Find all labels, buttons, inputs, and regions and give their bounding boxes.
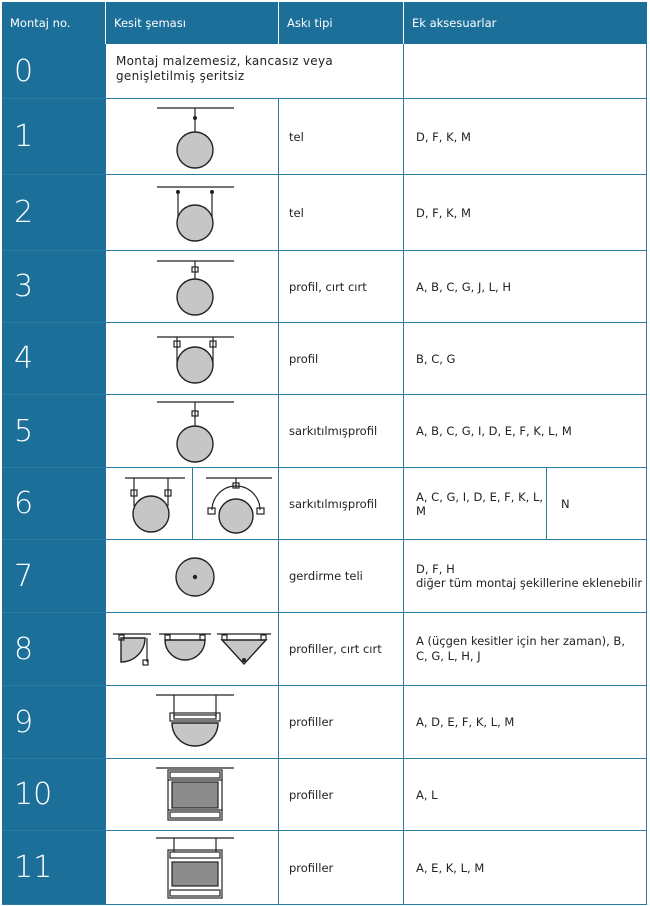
- table-header: [2, 2, 647, 44]
- row-type: profil: [279, 323, 404, 394]
- header-ek-aksesuarlar: Ek aksesuarlar: [412, 16, 497, 30]
- row-type: profiller: [279, 831, 404, 904]
- table-row-5: [2, 395, 647, 468]
- row-number: 10: [2, 759, 106, 830]
- row-accessories: B, C, G: [404, 323, 647, 394]
- row-extra-accessory: N: [547, 468, 647, 539]
- row-number: 0: [2, 44, 106, 98]
- row-number: 3: [2, 251, 106, 322]
- table-row-8: [2, 613, 647, 686]
- table-row-7: [2, 540, 647, 613]
- row-accessories: A, B, C, G, I, D, E, F, K, L, M: [404, 395, 647, 467]
- row-accessories: A, L: [404, 759, 647, 830]
- row-number: 9: [2, 686, 106, 758]
- table-row-6: [2, 468, 647, 540]
- row-number: 8: [2, 613, 106, 685]
- row-accessories: [404, 44, 647, 98]
- suspended-saddle-diagram: [193, 468, 279, 539]
- table-row-1: [2, 99, 647, 175]
- row-type: tel: [279, 99, 404, 174]
- profile-sections-diagram: [106, 613, 279, 685]
- row-accessories: A, C, G, I, D, E, F, K, L, M: [404, 468, 547, 539]
- row-description: Montaj malzemesiz, kancasız veya genişletilmiş şeritsiz: [106, 44, 404, 98]
- row-type: sarkıtılmışprofil: [279, 468, 404, 539]
- row-accessories: [404, 540, 647, 612]
- table-row-11: [2, 831, 647, 905]
- rectangular-profile-diagram: [106, 759, 279, 830]
- suspended-rectangular-profile-diagram: [106, 831, 279, 904]
- row-type: sarkıtılmışprofil: [279, 395, 404, 467]
- suspended-profile-diagram: [106, 395, 279, 467]
- tension-wire-diagram: [106, 540, 279, 612]
- row-accessories: A, D, E, F, K, L, M: [404, 686, 647, 758]
- row-number: 11: [2, 831, 106, 904]
- row-accessories: A, E, K, L, M: [404, 831, 647, 904]
- header-aski-tipi: Askı tipi: [279, 2, 404, 44]
- row-accessories: A, B, C, G, J, L, H: [404, 251, 647, 322]
- suspended-double-profile-diagram: [106, 468, 193, 539]
- row-type: gerdirme teli: [279, 540, 404, 612]
- table-row-3: [2, 251, 647, 323]
- row-number: 4: [2, 323, 106, 394]
- row-type: profiller: [279, 759, 404, 830]
- row-accessories: A (üçgen kesitler için her zaman), B, C, G, L, H, J: [404, 613, 647, 685]
- header-kesit-semasi: Kesit şeması: [106, 2, 279, 44]
- row-type: profiller: [279, 686, 404, 758]
- row-accessories: D, F, K, M: [404, 175, 647, 250]
- table-row-0: [2, 44, 647, 99]
- row-type: profiller, cırt cırt: [279, 613, 404, 685]
- row-type: profil, cırt cırt: [279, 251, 404, 322]
- row-number: 2: [2, 175, 106, 250]
- table-row-4: [2, 323, 647, 395]
- row-number: 7: [2, 540, 106, 612]
- accessories-line-1: D, F, H: [416, 562, 455, 576]
- row-accessories: D, F, K, M: [404, 99, 647, 174]
- profile-hanger-diagram: [106, 251, 279, 322]
- double-profile-hanger-diagram: [106, 323, 279, 394]
- table-row-9: [2, 686, 647, 759]
- row-number: 1: [2, 99, 106, 174]
- wire-hanger-diagram: [106, 99, 279, 174]
- table-row-2: [2, 175, 647, 251]
- half-round-profile-diagram: [106, 686, 279, 758]
- table-row-10: [2, 759, 647, 831]
- double-wire-hanger-diagram: [106, 175, 279, 250]
- row-number: 5: [2, 395, 106, 467]
- row-type: tel: [279, 175, 404, 250]
- row-number: 6: [2, 468, 106, 539]
- header-montaj-no: Montaj no.: [2, 2, 106, 44]
- accessories-line-2: diğer tüm montaj şekillerine eklenebilir: [416, 576, 643, 590]
